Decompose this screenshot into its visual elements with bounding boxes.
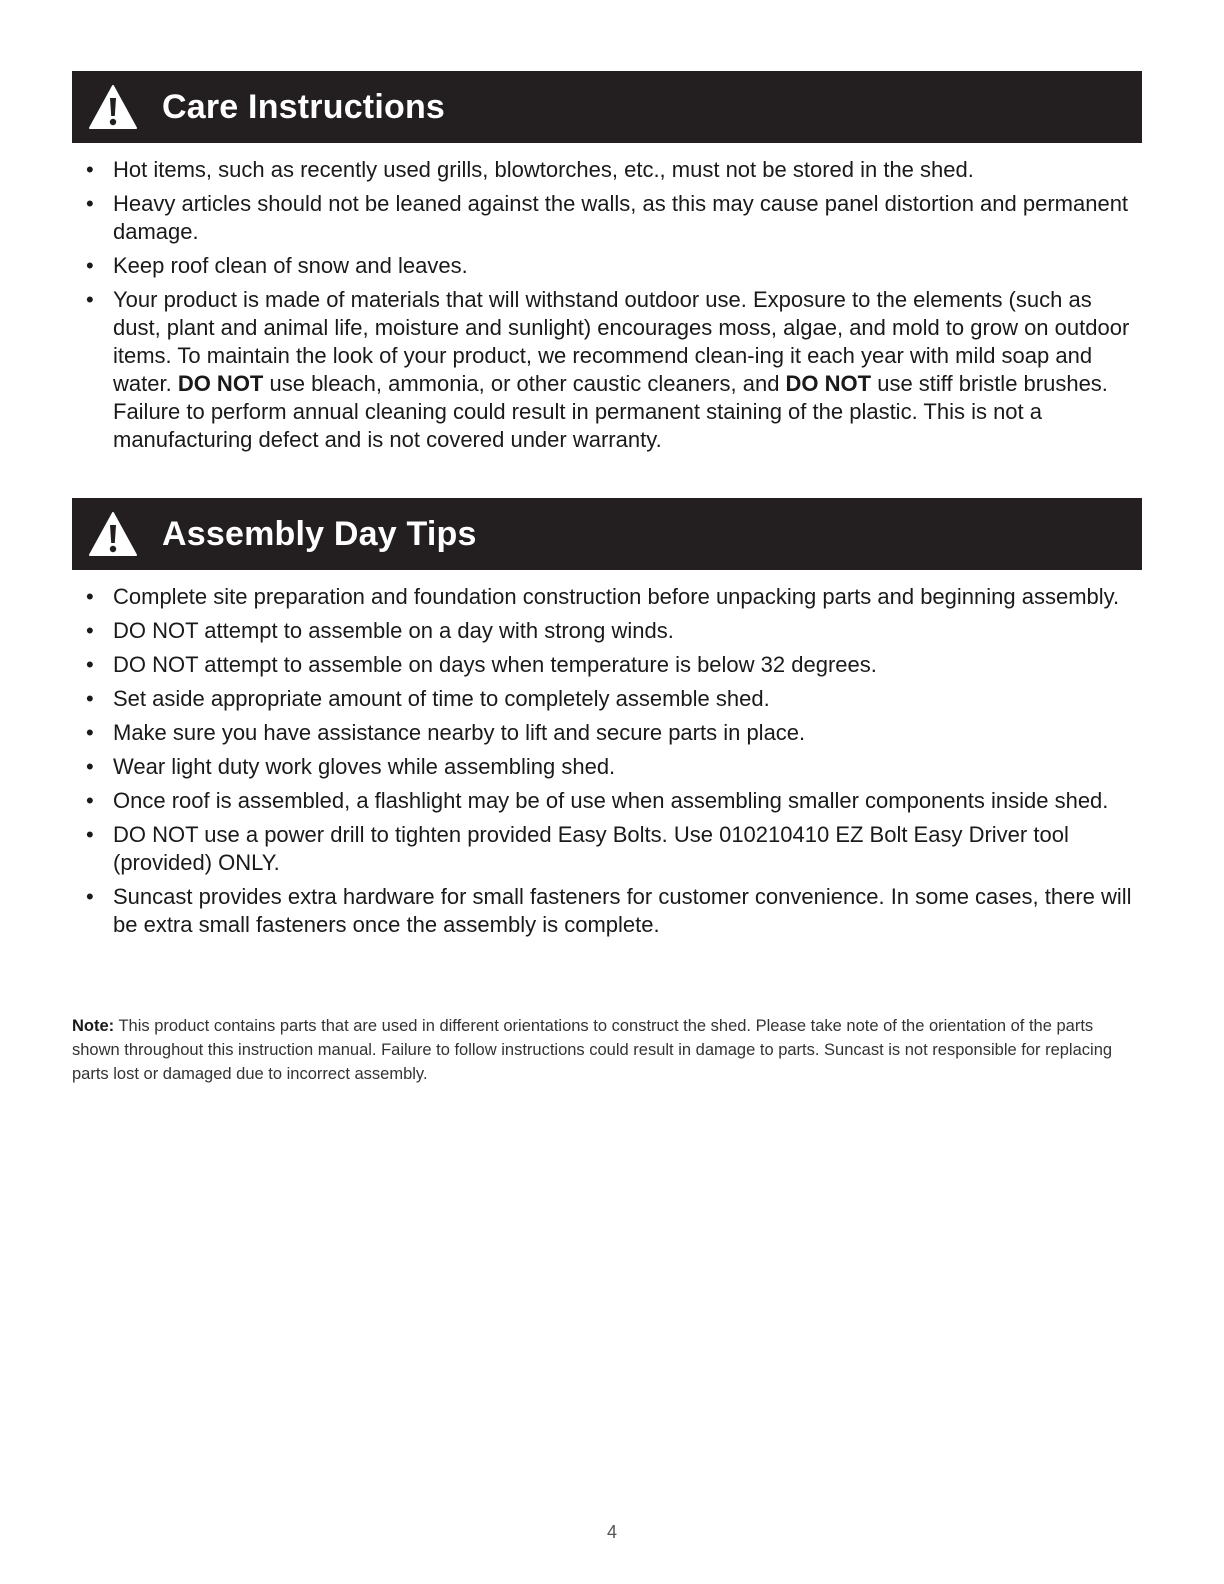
care-item-text: use stiff bristle brushes. Failure to perform annual cleaning could result in permanent staining of the plastic. This is not a manufacturing defect and is not covered under warranty. <box>113 371 1108 452</box>
list-item: • Complete site preparation and foundation construction before unpacking parts and beginning assembly. <box>86 583 1136 611</box>
list-item <box>86 286 1136 454</box>
care-instructions-list <box>86 156 1136 460</box>
care-instructions-title: Care Instructions <box>162 87 446 126</box>
list-item: • Hot items, such as recently used grills, blowtorches, etc., must not be stored in the shed. <box>86 156 1136 184</box>
care-instructions-banner <box>72 71 1142 143</box>
care-item-text: Your product is made of materials that will withstand outdoor use. Exposure to the elements (such as dust, plant and animal life, moisture and sunlight) encourages moss, algae, and mold to grow on outdoor items. To maintain the look of your product, we recommend clean-ing it each year with mild soap and water. <box>113 287 1130 396</box>
list-item: • DO NOT attempt to assemble on a day with strong winds. <box>86 617 1136 645</box>
warning-triangle-icon <box>88 511 138 557</box>
note-paragraph <box>72 1014 1142 1086</box>
list-item: • Make sure you have assistance nearby to lift and secure parts in place. <box>86 719 1136 747</box>
list-item: • DO NOT use a power drill to tighten provided Easy Bolts. Use 010210410 EZ Bolt Easy Driver tool (provided) ONLY. <box>86 821 1136 877</box>
do-not-emphasis: DO NOT <box>177 371 264 396</box>
care-item-text: use bleach, ammonia, or other caustic cleaners, and <box>263 371 786 396</box>
note-label: Note: <box>72 1017 115 1035</box>
assembly-day-tips-title: Assembly Day Tips <box>162 514 477 553</box>
warning-triangle-icon <box>88 84 138 130</box>
assembly-day-tips-list <box>86 583 1136 945</box>
list-item: • Suncast provides extra hardware for small fasteners for customer convenience. In some cases, there will be extra small fasteners once the assembly is complete. <box>86 883 1136 939</box>
list-item: • Keep roof clean of snow and leaves. <box>86 252 1136 280</box>
assembly-day-tips-banner <box>72 498 1142 570</box>
do-not-emphasis: DO NOT <box>785 371 872 396</box>
list-item: • Wear light duty work gloves while assembling shed. <box>86 753 1136 781</box>
list-item: • Set aside appropriate amount of time to completely assemble shed. <box>86 685 1136 713</box>
list-item: • Once roof is assembled, a flashlight may be of use when assembling smaller components inside shed. <box>86 787 1136 815</box>
list-item: • DO NOT attempt to assemble on days when temperature is below 32 degrees. <box>86 651 1136 679</box>
list-item: • Heavy articles should not be leaned against the walls, as this may cause panel distortion and permanent damage. <box>86 190 1136 246</box>
page-number: 4 <box>606 1522 617 1542</box>
note-text: This product contains parts that are used in different orientations to construct the shed. Please take note of the orientation of the parts shown throughout this instruction manual. Failure to follow instructions could result in damage to parts. Suncast is not responsible for replacing parts lost or damaged due to incorrect assembly. <box>72 1017 1113 1083</box>
